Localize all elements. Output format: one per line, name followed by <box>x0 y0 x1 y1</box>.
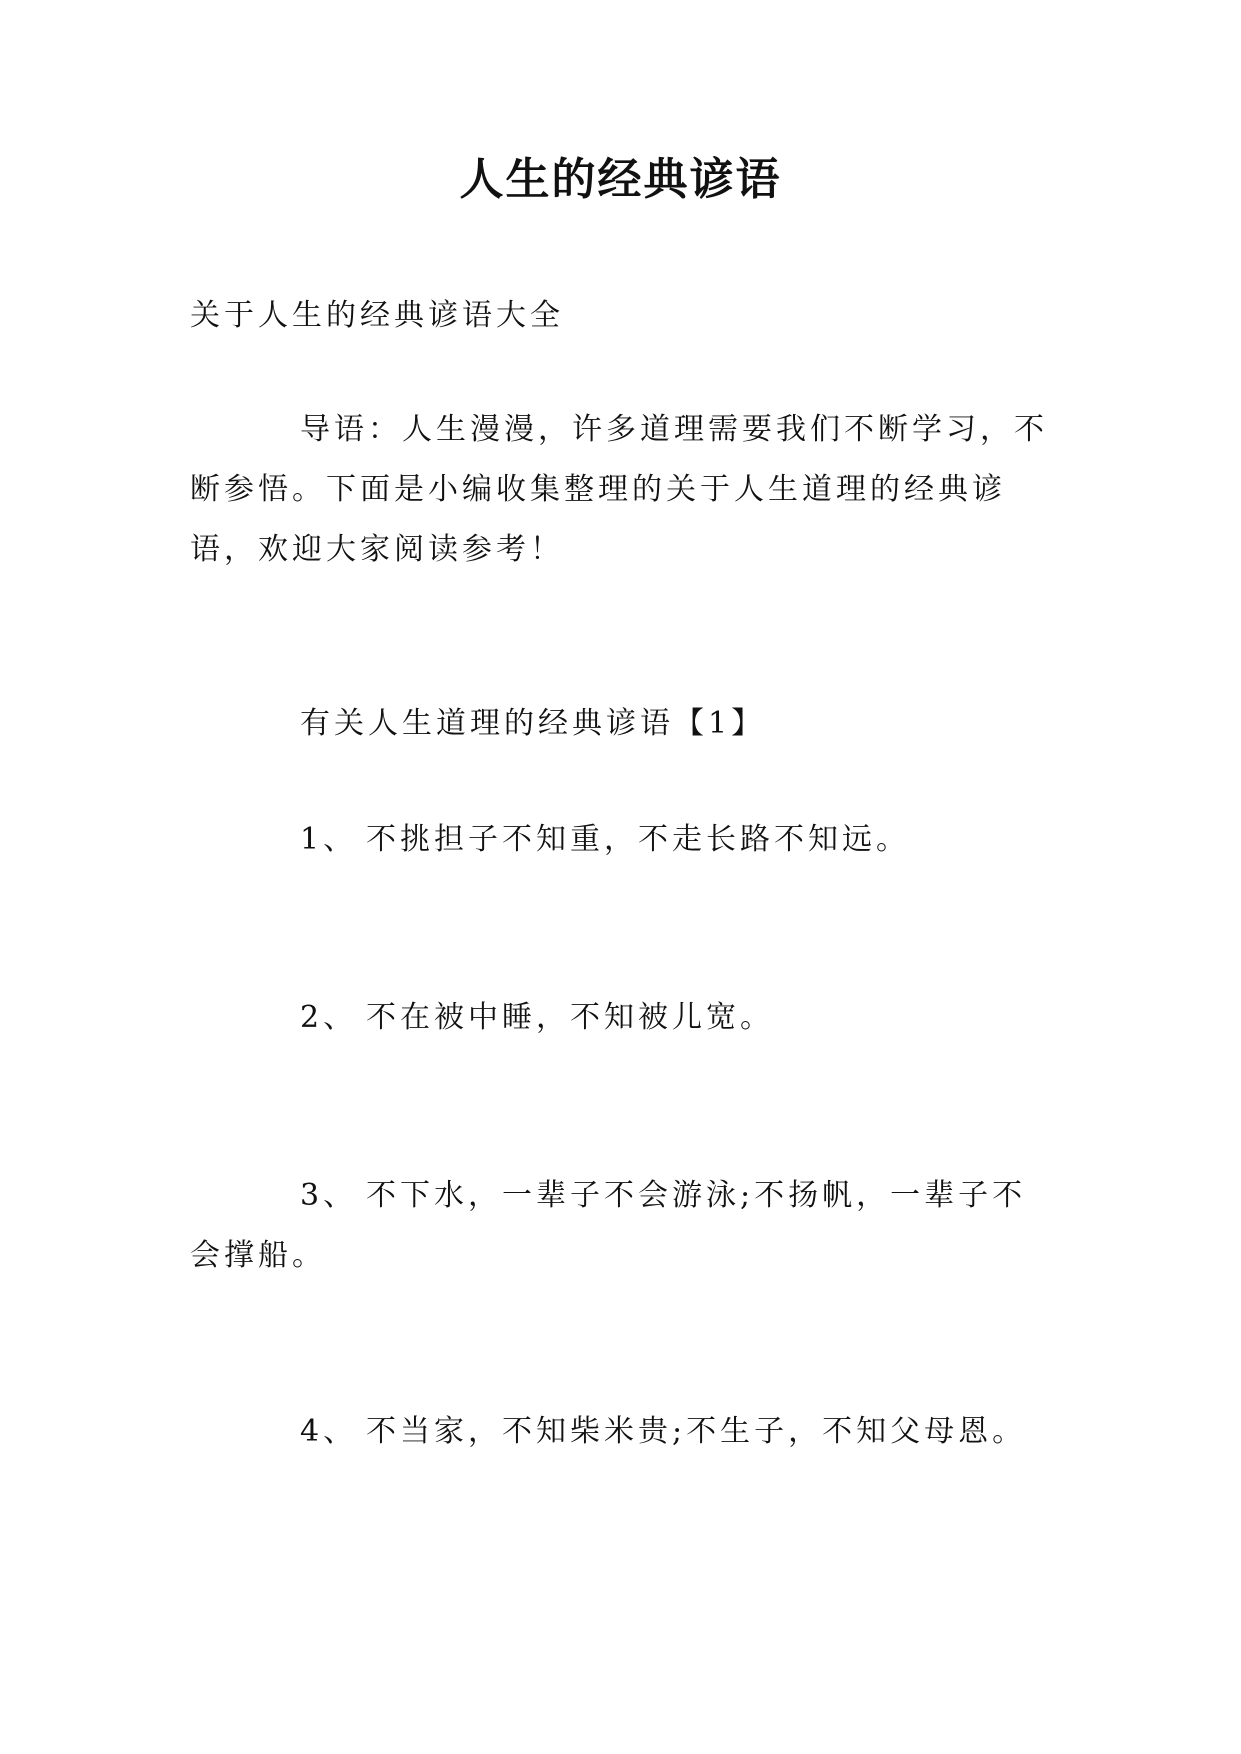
list-item <box>190 1166 1050 1286</box>
list-item-text: 不当家，不知柴米贵;不生子，不知父母恩。 <box>366 1414 1027 1449</box>
list-item <box>190 810 1050 870</box>
intro-paragraph: 导语：人生漫漫，许多道理需要我们不断学习，不断参悟。下面是小编收集整理的关于人生道理的经典谚语，欢迎大家阅读参考！ <box>190 412 1048 567</box>
document-title: 人生的经典谚语 <box>459 154 782 205</box>
list-item-number: 2、 <box>300 1000 358 1035</box>
list-item-number: 4、 <box>300 1414 358 1449</box>
list-item-number: 3、 <box>300 1178 358 1213</box>
list-item <box>190 988 1050 1048</box>
list-item-number: 1、 <box>300 822 358 857</box>
list-item-text: 不在被中睡，不知被儿宽。 <box>366 1000 774 1035</box>
list-item-text: 不下水，一辈子不会游泳;不扬帆，一辈子不会撑船。 <box>190 1178 1027 1273</box>
document-subtitle: 关于人生的经典谚语大全 <box>190 298 564 333</box>
list-item-text: 不挑担子不知重，不走长路不知远。 <box>366 822 910 857</box>
list-item <box>190 1402 1050 1462</box>
section-heading: 有关人生道理的经典谚语【1】 <box>300 706 766 741</box>
